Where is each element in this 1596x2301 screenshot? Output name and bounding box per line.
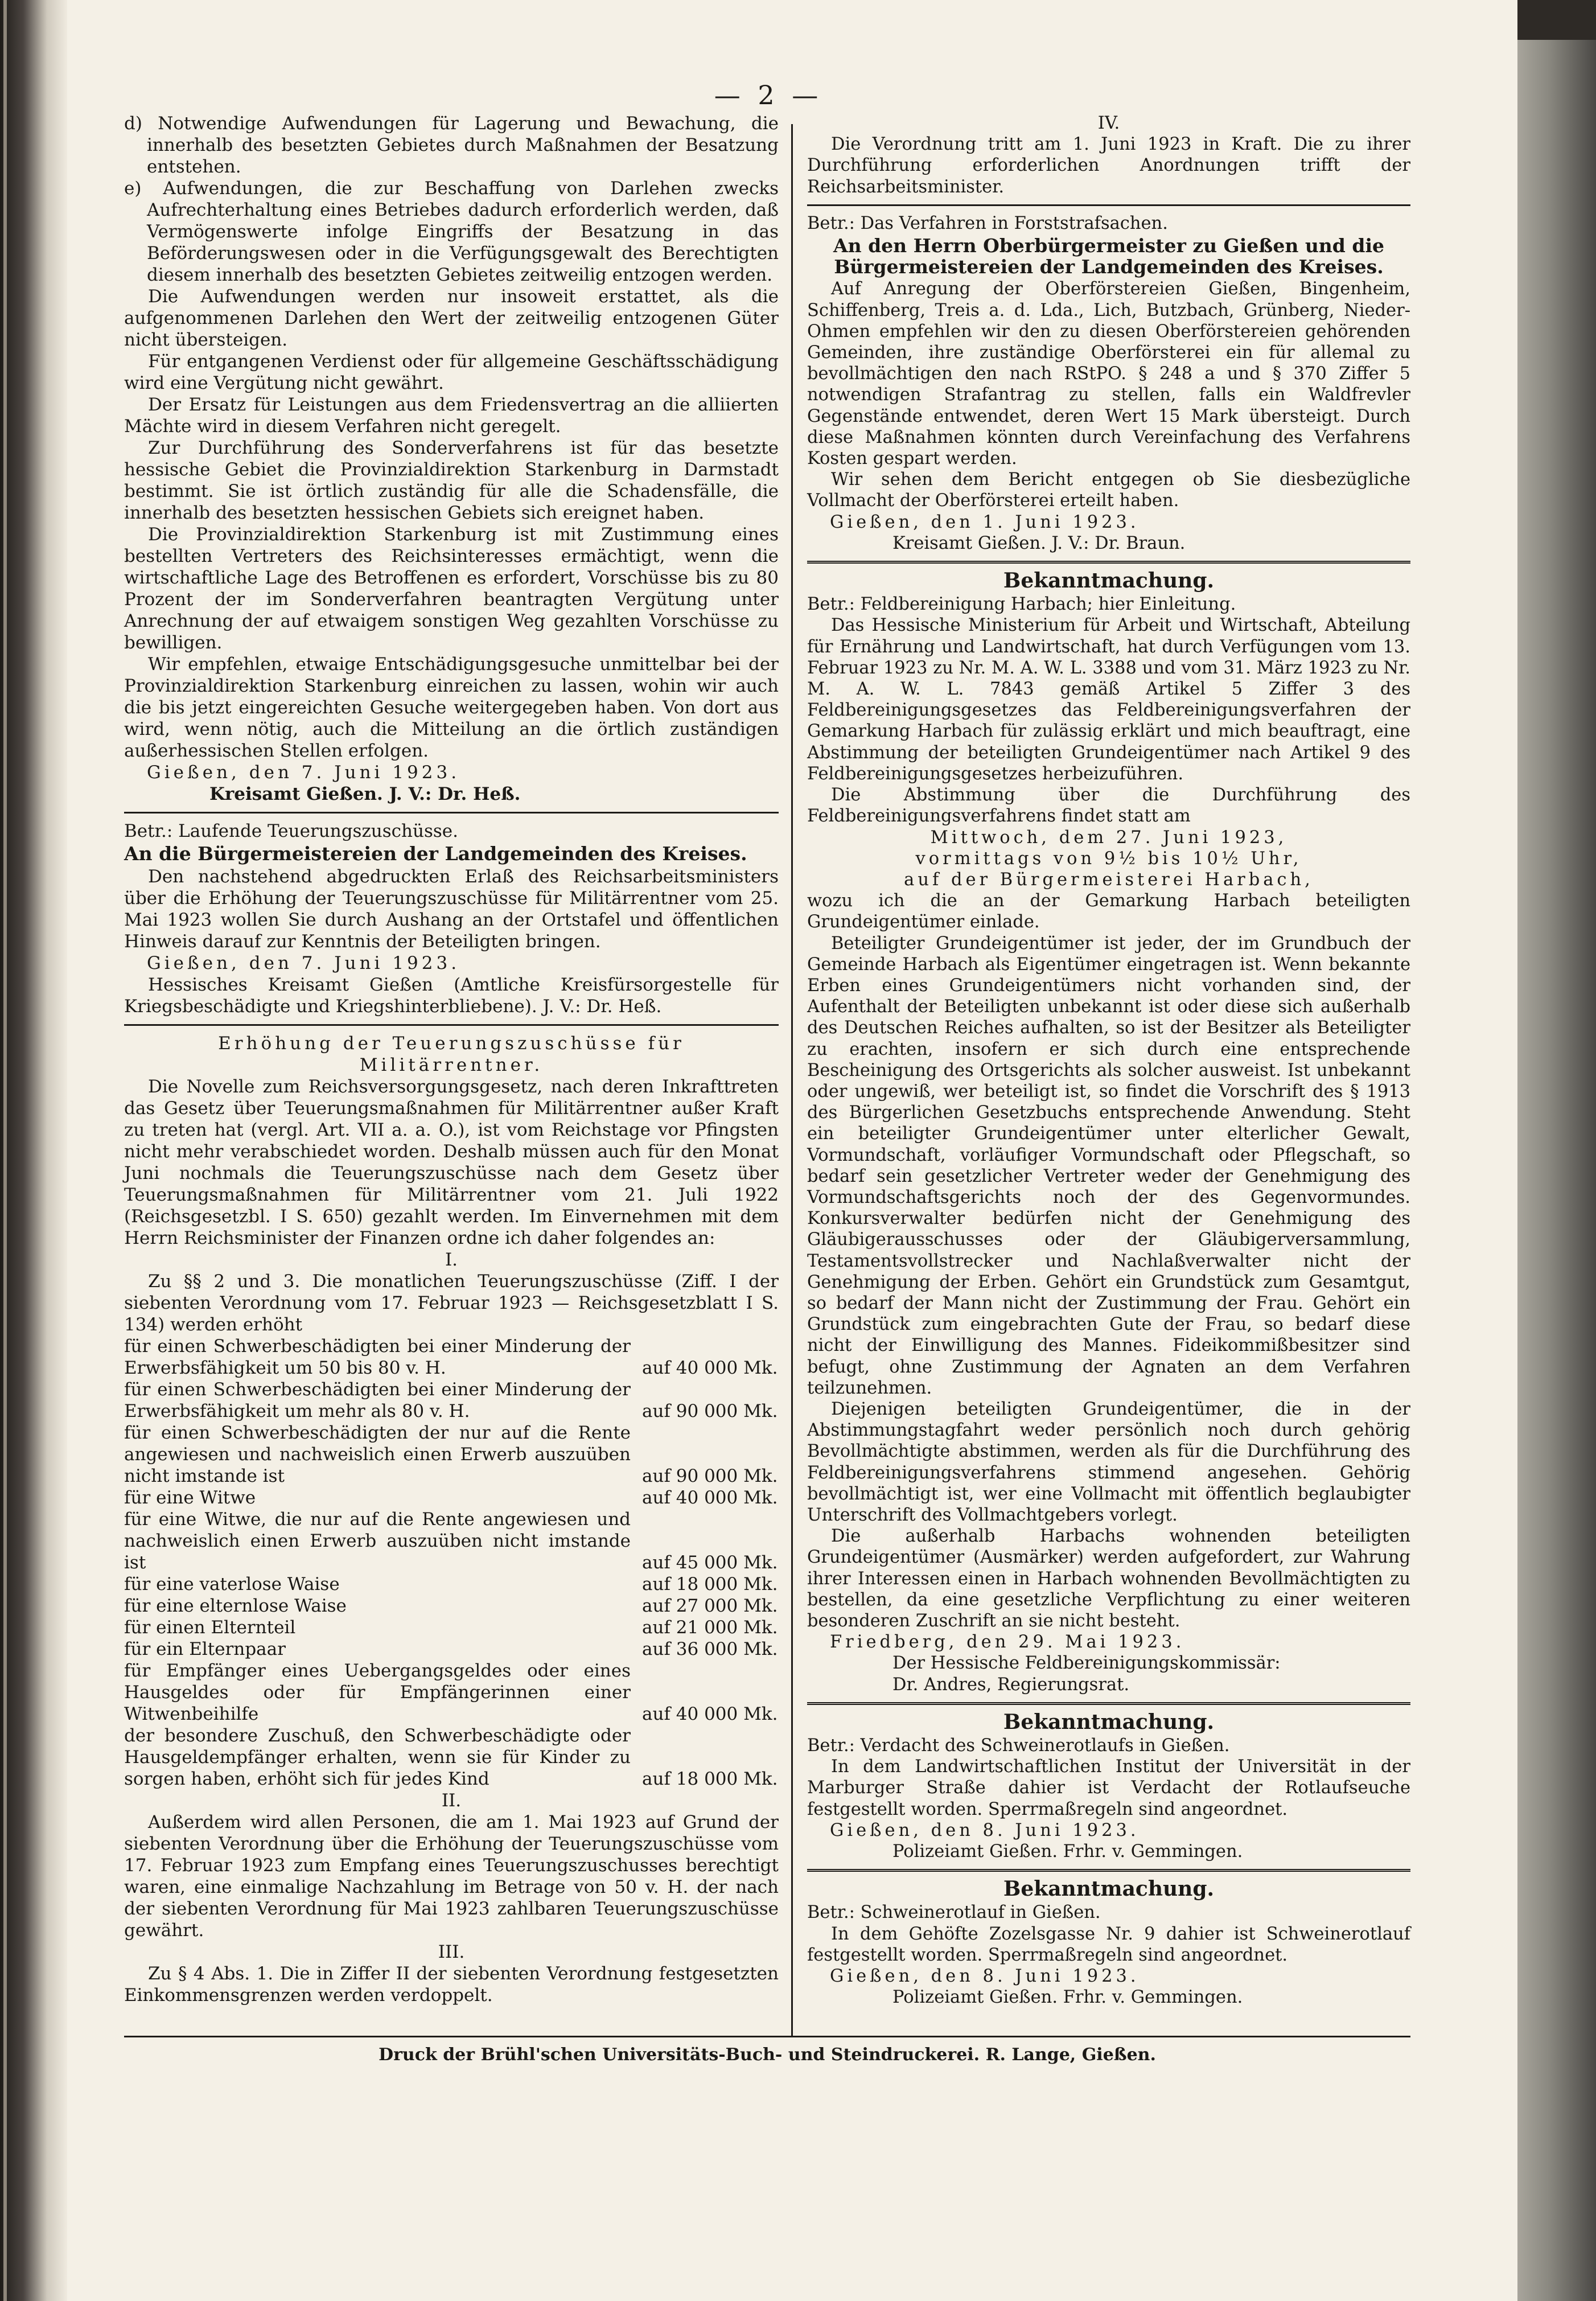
address-heading: An die Bürgermeistereien der Landgemeinden des Kreises. — [124, 843, 747, 865]
footer-divider — [124, 2036, 1410, 2037]
paragraph: wozu ich die an der Gemarkung Harbach beteiligten Grundeigentümer einlade. — [807, 891, 1410, 932]
date-line: Gießen, den 7. Juni 1923. — [147, 953, 460, 973]
paragraph: Für entgangenen Verdienst oder für allgemeine Geschäftsschädigung wird eine Vergütung nicht gewährt. — [124, 351, 779, 393]
paragraph: Diejenigen beteiligten Grundeigentümer, die in der Abstimmungstagfahrt weder persönlich noch durch gehörig Bevollmächtigte abstimmen, werden als für die Durchführung des Feldbereinigungsverfahrens stimmend angesehen. Gehörig bevollmächtigt ist, wer eine Vollmacht mit öffentlich beglaubigter Unterschrift des Vollmachtgebers vorlegt. — [807, 1399, 1410, 1525]
paragraph: Zu § 4 Abs. 1. Die in Ziffer II der siebenten Verordnung festgesetzten Einkommensgrenzen werden verdoppelt. — [124, 1963, 779, 2006]
paragraph: Der Ersatz für Leistungen aus dem Friedensvertrag an die alliierten Mächte wird in diesem Verfahren nicht geregelt. — [124, 395, 779, 437]
signature: Hessisches Kreisamt Gießen (Amtliche Kreisfürsorgestelle für Kriegsbeschädigte und Kriegshinterbliebene). J. V.: Dr. Heß. — [124, 975, 779, 1017]
section-divider — [807, 1702, 1410, 1705]
meeting-date: Mittwoch, dem 27. Juni 1923, — [930, 827, 1288, 848]
amount-label: für eine Witwe — [124, 1488, 256, 1508]
section-number: I. — [445, 1250, 458, 1270]
paragraph: In dem Gehöfte Zozelsgasse Nr. 9 dahier ist Schweinerotlauf festgestellt worden. Sperrmaßregeln sind angeordnet. — [807, 1924, 1410, 1965]
paragraph: Zu §§ 2 und 3. Die monatlichen Teuerungszuschüsse (Ziff. I der siebenten Verordnung vom 17. Februar 1923 — Reichsgesetzblatt I S. 134) werden erhöht — [124, 1271, 779, 1335]
list-item-d: d) Notwendige Aufwendungen für Lagerung und Bewachung, die innerhalb des besetzten Gebietes durch Maßnahmen der Besatzung entstehen. — [124, 113, 779, 177]
signature: Dr. Andres, Regierungsrat. — [892, 1674, 1130, 1695]
signature: Kreisamt Gießen. J. V.: Dr. Braun. — [892, 533, 1186, 553]
amount-row — [124, 1638, 779, 1660]
paragraph: Zur Durchführung des Sonderverfahrens ist für das besetzte hessische Gebiet die Provinzialdirektion Starkenburg in Darmstadt bestimmt. Sie ist örtlich zuständig für alle die Schadensfälle, die innerhalb des besetzten hessischen Gebiets sich ereignet haben. — [124, 438, 779, 523]
signature: Polizeiamt Gießen. Frhr. v. Gemmingen. — [892, 1842, 1243, 1862]
paragraph: Den nachstehend abgedruckten Erlaß des Reichsarbeitsministers über die Erhöhung der Teuerungszuschüsse für Militärrentner vom 25. Mai 1923 wollen Sie durch Aushang an der Ortstafel und öffentlichen Hinweis darauf zur Kenntnis der Beteiligten bringen. — [124, 866, 779, 952]
amount-row — [124, 1379, 779, 1422]
amount-value: auf 27 000 Mk. — [642, 1596, 778, 1616]
amount-value: auf 40 000 Mk. — [642, 1704, 778, 1724]
paragraph: Die Novelle zum Reichsversorgungsgesetz, nach deren Inkrafttreten das Gesetz über Teuerungsmaßnahmen für Militärrentner außer Kraft zu treten hat (vergl. Art. VII a. a. O.), ist vom Reichstage vor Pfingsten nicht mehr verabschiedet worden. Deshalb müssen auch für den Monat Juni nochmals die Teuerungszuschüsse nach dem Gesetz über Teuerungsmaßnahmen für Militärrentner vom 21. Juli 1922 (Reichsgesetzbl. I S. 650) gezahlt werden. Im Einvernehmen mit dem Herrn Reichsminister der Finanzen ordne ich daher folgendes an: — [124, 1076, 779, 1248]
column-divider — [791, 124, 793, 2037]
paragraph: Das Hessische Ministerium für Arbeit und Wirtschaft, Abteilung für Ernährung und Landwirtschaft, hat durch Verfügungen vom 13. Februar 1923 zu Nr. M. A. W. L. 3388 und vom 31. März 1923 zu Nr. M. A. W. L. 7843 gemäß Artikel 5 Ziffer 3 des Feldbereinigungsgesetzes das Feldbereinigungsverfahren der Gemarkung Harbach für zulässig erklärt und mich beauftragt, eine Abstimmung der beteiligten Grundeigentümer nach Artikel 9 des Feldbereinigungsgesetzes herbeizuführen. — [807, 615, 1410, 784]
page-stack-edge — [1517, 40, 1596, 2301]
paragraph: Die Aufwendungen werden nur insoweit erstattet, als die aufgenommenen Darlehen den Wert der zeitweilig entzogenen Güter nicht übersteigen. — [124, 286, 779, 350]
date-line: Gießen, den 8. Juni 1923. — [830, 1966, 1140, 1987]
amount-row — [124, 1336, 779, 1379]
amount-value: auf 21 000 Mk. — [642, 1617, 778, 1638]
section-number: IV. — [1097, 113, 1120, 133]
subject-line: Betr.: Verdacht des Schweinerotlaufs in Gießen. — [807, 1736, 1230, 1756]
page-number: — 2 — — [714, 80, 823, 110]
subject-line: Betr.: Das Verfahren in Forststrafsachen. — [807, 213, 1168, 233]
amount-row — [124, 1573, 779, 1595]
amount-value: auf 40 000 Mk. — [642, 1358, 778, 1378]
amount-label: für einen Schwerbeschädigten bei einer Minderung der Erwerbsfähigkeit um mehr als 80 v. H. — [124, 1379, 631, 1421]
notice-heading: Bekanntmachung. — [1003, 1877, 1215, 1901]
amount-label: für einen Elternteil — [124, 1617, 296, 1638]
date-line: Gießen, den 7. Juni 1923. — [147, 762, 460, 783]
notice-heading: Bekanntmachung. — [1003, 1710, 1215, 1734]
meeting-place: auf der Bürgermeisterei Harbach, — [904, 869, 1314, 890]
meeting-time: vormittags von 9½ bis 10½ Uhr, — [915, 848, 1302, 869]
section-number: III. — [438, 1942, 465, 1962]
paragraph: In dem Landwirtschaftlichen Institut der Universität in der Marburger Straße dahier ist Verdacht der Rotlaufseuche festgestellt worden. Sperrmaßregeln sind angeordnet. — [807, 1757, 1410, 1819]
signature: Polizeiamt Gießen. Frhr. v. Gemmingen. — [892, 1987, 1243, 2008]
amount-value: auf 36 000 Mk. — [642, 1639, 778, 1659]
amount-row — [124, 1725, 779, 1790]
signature: Kreisamt Gießen. J. V.: Dr. Heß. — [209, 784, 521, 804]
amount-label: für einen Schwerbeschädigten bei einer Minderung der Erwerbsfähigkeit um 50 bis 80 v. H. — [124, 1336, 631, 1378]
amount-row — [124, 1509, 779, 1573]
amount-label: für eine Witwe, die nur auf die Rente angewiesen und nachweislich einen Erwerb auszuüben nicht imstande ist — [124, 1509, 631, 1573]
date-line: Friedberg, den 29. Mai 1923. — [830, 1632, 1185, 1653]
date-line: Gießen, den 1. Juni 1923. — [830, 512, 1140, 532]
paragraph: Beteiligter Grundeigentümer ist jeder, der im Grundbuch der Gemeinde Harbach als Eigentümer eingetragen ist. Wenn bekannte Erben eines Grundeigentümers nicht vorhanden sind, der Aufenthalt der Beteiligten unbekannt ist oder diese sich außerhalb des Deutschen Reiches aufhalten, so ist der Besitzer als Beteiligter zu erachten, insofern er sich durch eine entsprechende Bescheinigung des Ortsgerichts als solcher ausweist. Ist unbekannt oder ungewiß, wer beteiligt ist, so findet die Vorschrift des § 1913 des Bürgerlichen Gesetzbuchs entsprechende Anwendung. Steht ein beteiligter Grundeigentümer unter elterlicher Gewalt, Vormundschaft, vorläufiger Vormundschaft oder Pflegschaft, so bedarf sein gesetzlicher Vertreter weder der Genehmigung des Vormundschaftsgerichts noch der des Gegenvormundes. Konkursverwalter bedürfen nicht der Genehmigung des Gläubigerausschusses oder der Gläubigerversammlung, Testamentsvollstrecker und Nachlaßverwalter nicht der Genehmigung der Erben. Gehört ein Grundstück zum Gesamtgut, so bedarf der Mann nicht der Zustimmung der Frau. Gehört ein Grundstück zum eingebrachten Gute der Frau, so bedarf diese nicht der Einwilligung des Mannes. Fideikommißbesitzer sind befugt, ohne Zustimmung der Agnaten an dem Verfahren teilzunehmen. — [807, 933, 1410, 1398]
list-item-e: e) Aufwendungen, die zur Beschaffung von Darlehen zwecks Aufrechterhaltung eines Betriebes dadurch erforderlich werden, daß Vermögenswerte infolge Eingriffs der Besatzung in das Beförderungswesen oder in die Verfügungsgewalt des Berechtigten diesem innerhalb des besetzten Gebietes zeitweilig entzogen werden. — [124, 178, 779, 285]
date-line: Gießen, den 8. Juni 1923. — [830, 1820, 1140, 1840]
amount-row — [124, 1487, 779, 1509]
amount-value: auf 18 000 Mk. — [642, 1574, 778, 1595]
amount-label: für eine elternlose Waise — [124, 1596, 347, 1616]
paragraph: Die Verordnung tritt am 1. Juni 1923 in Kraft. Die zu ihrer Durchführung erforderlichen Anordnungen trifft der Reichsarbeitsminister. — [807, 134, 1410, 197]
amount-label: für eine vaterlose Waise — [124, 1574, 340, 1595]
signature-title: Der Hessische Feldbereinigungskommissär: — [892, 1653, 1281, 1674]
paragraph: Auf Anregung der Oberförstereien Gießen, Bingenheim, Schiffenberg, Treis a. d. Lda., Lich, Butzbach, Grünberg, Nieder-Ohmen empfehlen wir den zu diesen Oberförstereien gehörenden Gemeinden, ihre zuständige Oberförsterei ein für allemal zu bevollmächtigen den nach RStPO. § 248 a und § 370 Ziffer 5 notwendigen Strafantrag zu stellen, falls ein Waldfrevler Gegenstände entwendet, deren Wert 15 Mark übersteigt. Durch diese Maßnahmen könnten durch Vereinfachung des Verfahrens Kosten gespart werden. — [807, 279, 1410, 469]
amount-label: der besondere Zuschuß, den Schwerbeschädigte oder Hausgeldempfänger erhalten, wenn sie für Kinder zu sorgen haben, erhöht sich für jedes Kind — [124, 1725, 631, 1789]
section-divider — [807, 561, 1410, 564]
section-divider — [124, 812, 779, 813]
paragraph: Wir empfehlen, etwaige Entschädigungsgesuche unmittelbar bei der Provinzialdirektion Starkenburg einreichen zu lassen, wohin wir auch die bis jetzt eingereichten Gesuche weitergegeben haben. Von dort aus wird, wenn nötig, auch die Mitteilung an die örtlich zuständigen außerhessischen Stellen erfolgen. — [124, 654, 779, 761]
decree-title: Erhöhung der Teuerungszuschüsse für Militärrentner. — [218, 1033, 685, 1075]
amount-value: auf 18 000 Mk. — [642, 1769, 778, 1789]
right-column — [807, 113, 1410, 2008]
address-heading: An den Herrn Oberbürgermeister zu Gießen und die Bürgermeistereien der Landgemeinden des Kreises. — [833, 235, 1384, 278]
amount-row — [124, 1660, 779, 1725]
paragraph: Außerdem wird allen Personen, die am 1. Mai 1923 auf Grund der siebenten Verordnung über die Erhöhung der Teuerungszuschüsse vom 17. Februar 1923 zum Empfang eines Teuerungszuschusses berechtigt waren, eine einmalige Nachzahlung im Betrage von 50 v. H. der nach der siebenten Verordnung für Mai 1923 zahlbaren Teuerungszuschüsse gewährt. — [124, 1812, 779, 1941]
section-divider — [124, 1024, 779, 1026]
amount-row — [124, 1595, 779, 1617]
printer-imprint: Druck der Brühl'schen Universitäts-Buch- und Steindruckerei. R. Lange, Gießen. — [379, 2045, 1156, 2065]
adjacent-page-edge — [0, 0, 67, 2301]
amount-value: auf 40 000 Mk. — [642, 1488, 778, 1508]
paragraph: Wir sehen dem Bericht entgegen ob Sie diesbezügliche Vollmacht der Oberförsterei erteilt haben. — [807, 470, 1410, 511]
subject-line: Betr.: Feldbereinigung Harbach; hier Einleitung. — [807, 594, 1236, 615]
subject-line: Betr.: Laufende Teuerungszuschüsse. — [124, 821, 458, 841]
paragraph: Die Provinzialdirektion Starkenburg ist mit Zustimmung eines bestellten Vertreters des Reichsinteresses ermächtigt, wenn die wirtschaftliche Lage des Betroffenen es erfordert, Vorschüsse bis zu 80 Prozent der im Sonderverfahren beantragten Vergütung unter Anrechnung der auf etwaigem sonstigen Weg gezahlten Vorschüsse zu bewilligen. — [124, 524, 779, 653]
notice-heading: Bekanntmachung. — [1003, 569, 1215, 593]
section-divider — [807, 1869, 1410, 1872]
section-divider — [807, 204, 1410, 206]
paragraph: Die Abstimmung über die Durchführung des Feldbereinigungsverfahrens findet statt am — [807, 785, 1410, 827]
amount-label: für ein Elternpaar — [124, 1639, 286, 1659]
amount-label: für Empfänger eines Uebergangsgeldes oder eines Hausgeldes oder für Empfängerinnen einer Witwenbeihilfe — [124, 1661, 631, 1724]
amount-value: auf 90 000 Mk. — [642, 1466, 778, 1486]
paragraph: Die außerhalb Harbachs wohnenden beteiligten Grundeigentümer (Ausmärker) werden aufgefordert, zur Wahrung ihrer Interessen einen in Harbach wohnenden Bevollmächtigten zu bestellen, da eine gesetzliche Verpflichtung zu einer weiteren besonderen Zuschrift an sie nicht besteht. — [807, 1526, 1410, 1632]
amount-value: auf 45 000 Mk. — [642, 1552, 778, 1573]
subject-line: Betr.: Schweinerotlauf in Gießen. — [807, 1903, 1101, 1923]
left-column — [124, 113, 779, 2006]
amount-row — [124, 1422, 779, 1487]
amount-label: für einen Schwerbeschädigten der nur auf die Rente angewiesen und nachweislich einen Erwerb auszuüben nicht imstande ist — [124, 1423, 631, 1486]
amount-value: auf 90 000 Mk. — [642, 1401, 778, 1421]
section-number: II. — [441, 1790, 462, 1811]
amount-row — [124, 1617, 779, 1638]
